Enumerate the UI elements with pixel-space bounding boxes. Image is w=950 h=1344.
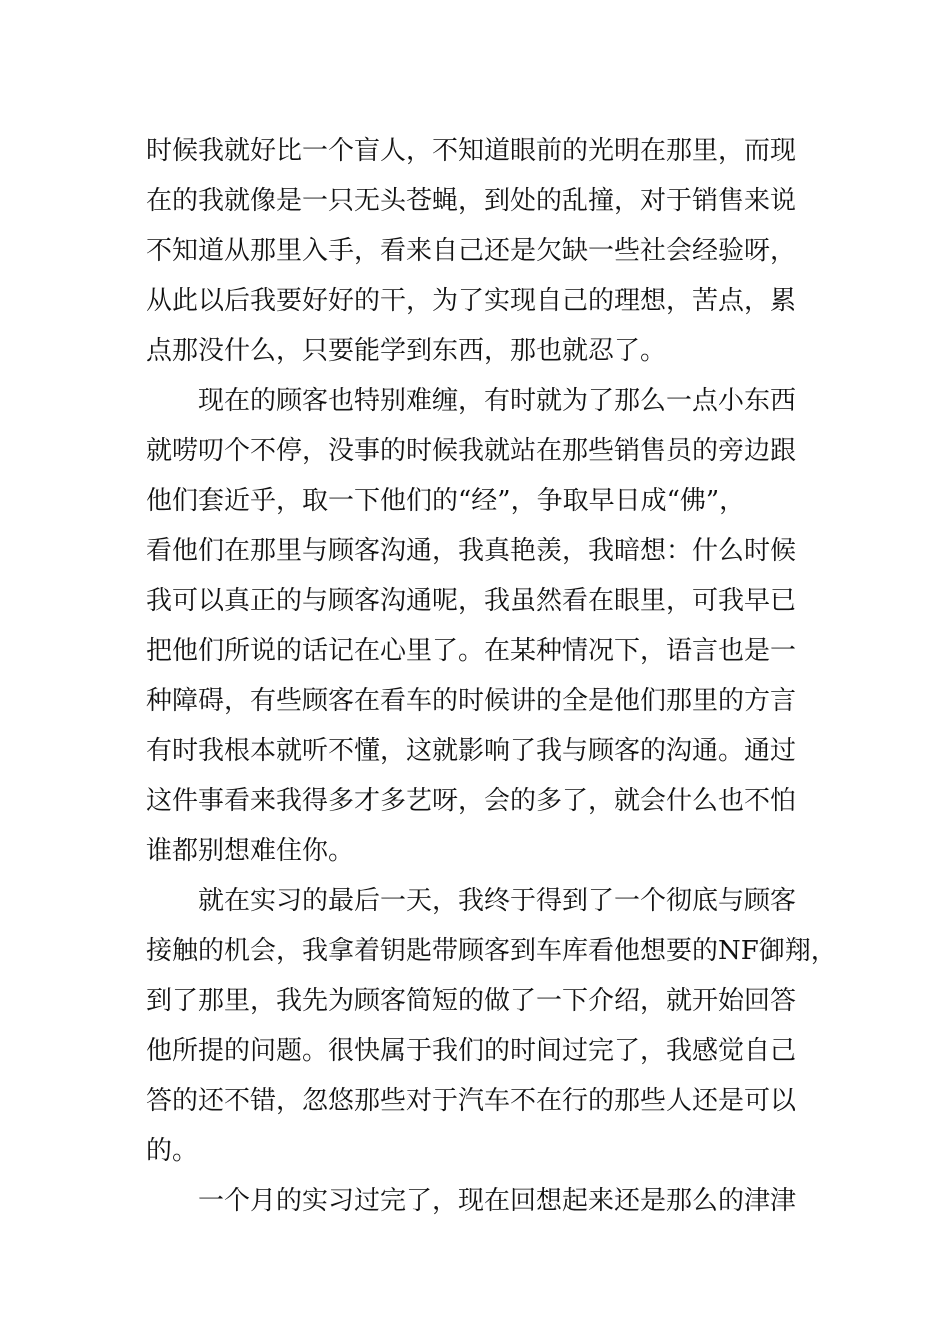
text-line: 把他们所说的话记在心里了。在某种情况下，语言也是一 xyxy=(146,636,797,666)
text-line: 看他们在那里与顾客沟通，我真艳羡，我暗想：什么时候 xyxy=(146,536,797,566)
paragraph-start-line: 就在实习的最后一天，我终于得到了一个彻底与顾客 xyxy=(198,886,797,916)
text-line: 我可以真正的与顾客沟通呢，我虽然看在眼里，可我早已 xyxy=(146,586,797,616)
text-line: 他们套近乎，取一下他们的“经”，争取早日成“佛”， xyxy=(146,486,746,516)
text-line: 从此以后我要好好的干，为了实现自己的理想，苦点，累 xyxy=(146,286,797,316)
text-line: 答的还不错，忽悠那些对于汽车不在行的那些人还是可以 xyxy=(146,1086,797,1116)
text-line: 的。 xyxy=(146,1136,199,1166)
text-line: 时候我就好比一个盲人，不知道眼前的光明在那里，而现 xyxy=(146,136,797,166)
text-line: 这件事看来我得多才多艺呀，会的多了，就会什么也不怕 xyxy=(146,786,797,816)
text-line: 点那没什么，只要能学到东西，那也就忍了。 xyxy=(146,336,667,366)
text-line: 不知道从那里入手，看来自己还是欠缺一些社会经验呀， xyxy=(146,236,797,266)
text-line: 到了那里，我先为顾客简短的做了一下介绍，就开始回答 xyxy=(146,986,797,1016)
text-line: 谁都别想难住你。 xyxy=(146,836,355,866)
text-line: 有时我根本就听不懂，这就影响了我与顾客的沟通。通过 xyxy=(146,736,797,766)
body-text xyxy=(146,126,837,1226)
text-line: 在的我就像是一只无头苍蝇，到处的乱撞，对于销售来说 xyxy=(146,186,797,216)
text-line: 他所提的问题。很快属于我们的时间过完了，我感觉自己 xyxy=(146,1036,797,1066)
paragraph-start-line: 现在的顾客也特别难缠，有时就为了那么一点小东西 xyxy=(198,386,797,416)
text-line: 接触的机会，我拿着钥匙带顾客到车库看他想要的NF御翔， xyxy=(146,936,837,966)
paragraph-start-line: 一个月的实习过完了，现在回想起来还是那么的津津 xyxy=(198,1186,797,1216)
text-line: 种障碍，有些顾客在看车的时候讲的全是他们那里的方言 xyxy=(146,686,797,716)
text-line: 就唠叨个不停，没事的时候我就站在那些销售员的旁边跟 xyxy=(146,436,797,466)
